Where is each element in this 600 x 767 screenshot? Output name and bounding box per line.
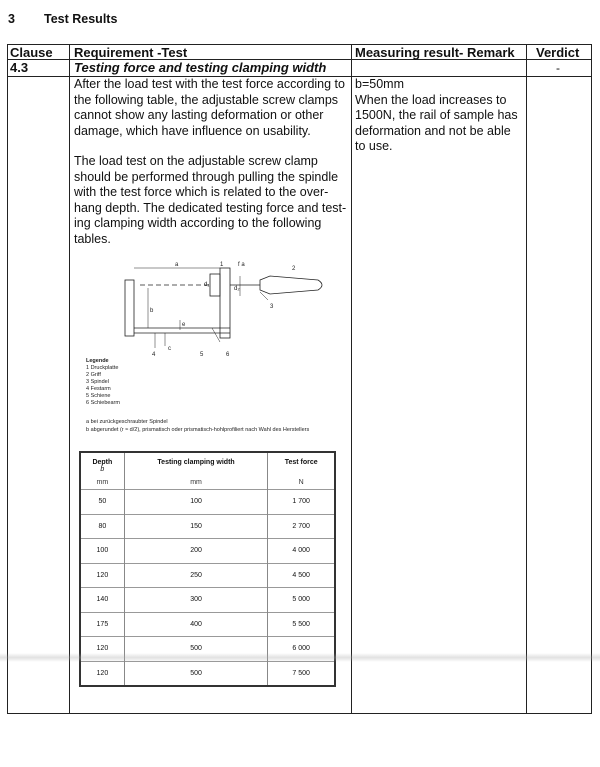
figure-legend bbox=[86, 358, 120, 407]
spec-header-force: Test force bbox=[268, 452, 335, 475]
dim-a-label: a bbox=[175, 262, 179, 268]
section-heading bbox=[8, 12, 117, 26]
spec-row: 120 250 4 500 bbox=[80, 563, 335, 588]
column-divider bbox=[526, 44, 527, 714]
dim-f-label: f a bbox=[238, 262, 245, 268]
legend-item: 5 Schiene bbox=[86, 393, 111, 399]
requirement-paragraph-2: The load test on the adjustable screw clamp should be performed through pulling the spindle with the test force which is related to the over-hang depth. The dedicated testing force and test-ing clamping width according to the following tables. bbox=[74, 154, 347, 246]
spec-row: 80 150 2 700 bbox=[80, 514, 335, 539]
dim-e-label: e bbox=[182, 322, 186, 328]
screw-clamp-diagram bbox=[120, 258, 345, 358]
figure-notes bbox=[86, 418, 309, 434]
spec-row: 120 500 7 500 bbox=[80, 661, 335, 686]
handle-shape bbox=[260, 276, 322, 294]
header-clause: Clause bbox=[10, 45, 53, 60]
callout-5: 5 bbox=[200, 352, 204, 358]
spec-row: 120 500 6 000 bbox=[80, 637, 335, 662]
header-verdict: Verdict bbox=[536, 45, 580, 60]
legend-title: Legende bbox=[86, 358, 109, 364]
header-result: Measuring result- Remark bbox=[355, 45, 515, 60]
result-remark bbox=[355, 77, 523, 155]
requirement-paragraph-1: After the load test with the test force according to the following table, the adjustable screw clamps cannot show any lasting deformation or other damage, which have influence on usability. bbox=[74, 77, 345, 138]
legend-item: 4 Festarm bbox=[86, 386, 111, 392]
callout-4: 4 bbox=[152, 352, 156, 358]
fixed-arm-shape bbox=[125, 280, 134, 336]
spec-units-row: mm mm N bbox=[80, 475, 335, 490]
dim-c-label: c bbox=[168, 346, 171, 352]
spec-row: 175 400 5 500 bbox=[80, 612, 335, 637]
requirement-subheading: Testing force and testing clamping width bbox=[74, 60, 327, 75]
spec-header-width: Testing clamping width bbox=[124, 452, 268, 475]
dim-d2-label: d₂ bbox=[234, 286, 240, 292]
sliding-arm-shape bbox=[220, 268, 230, 338]
spec-row: 100 200 4 000 bbox=[80, 539, 335, 564]
result-line-2: When the load increases to 1500N, the rail of sample has deformation and not be able to use. bbox=[355, 92, 518, 153]
section-number: 3 bbox=[8, 12, 15, 26]
legend-item: 2 Griff bbox=[86, 372, 101, 378]
dim-d1-label: d₁ bbox=[204, 282, 210, 288]
spec-row: 140 300 5 000 bbox=[80, 588, 335, 613]
spec-row: 50 100 1 700 bbox=[80, 490, 335, 515]
callout-3: 3 bbox=[270, 304, 274, 310]
test-force-table bbox=[79, 451, 336, 687]
column-divider bbox=[351, 44, 352, 714]
callout-2: 2 bbox=[292, 266, 296, 272]
legend-item: 1 Druckplatte bbox=[86, 365, 119, 371]
section-title: Test Results bbox=[44, 12, 118, 26]
header-requirement: Requirement -Test bbox=[74, 45, 188, 60]
dim-b-label: b bbox=[150, 308, 154, 314]
column-divider bbox=[69, 44, 70, 714]
spec-table-header bbox=[80, 452, 335, 475]
legend-item: 3 Spindel bbox=[86, 379, 109, 385]
verdict-value: - bbox=[556, 61, 560, 75]
footnote-a: a bei zurückgeschraubter Spindel bbox=[86, 419, 168, 425]
callout-6: 6 bbox=[226, 352, 230, 358]
scan-artifact bbox=[0, 653, 600, 662]
pressure-plate-shape bbox=[210, 274, 220, 296]
spec-header-depth: Depth b bbox=[80, 452, 124, 475]
footnote-b: b abgerundet (r ≈ d/2), prismatisch oder prismatisch-hohlprofiliert nach Wahl des Herstellers bbox=[86, 427, 310, 433]
clause-number: 4.3 bbox=[10, 60, 29, 75]
legend-item: 6 Schiebearm bbox=[86, 400, 120, 406]
callout-1: 1 bbox=[220, 262, 224, 268]
result-line-1: b=50mm bbox=[355, 77, 404, 91]
